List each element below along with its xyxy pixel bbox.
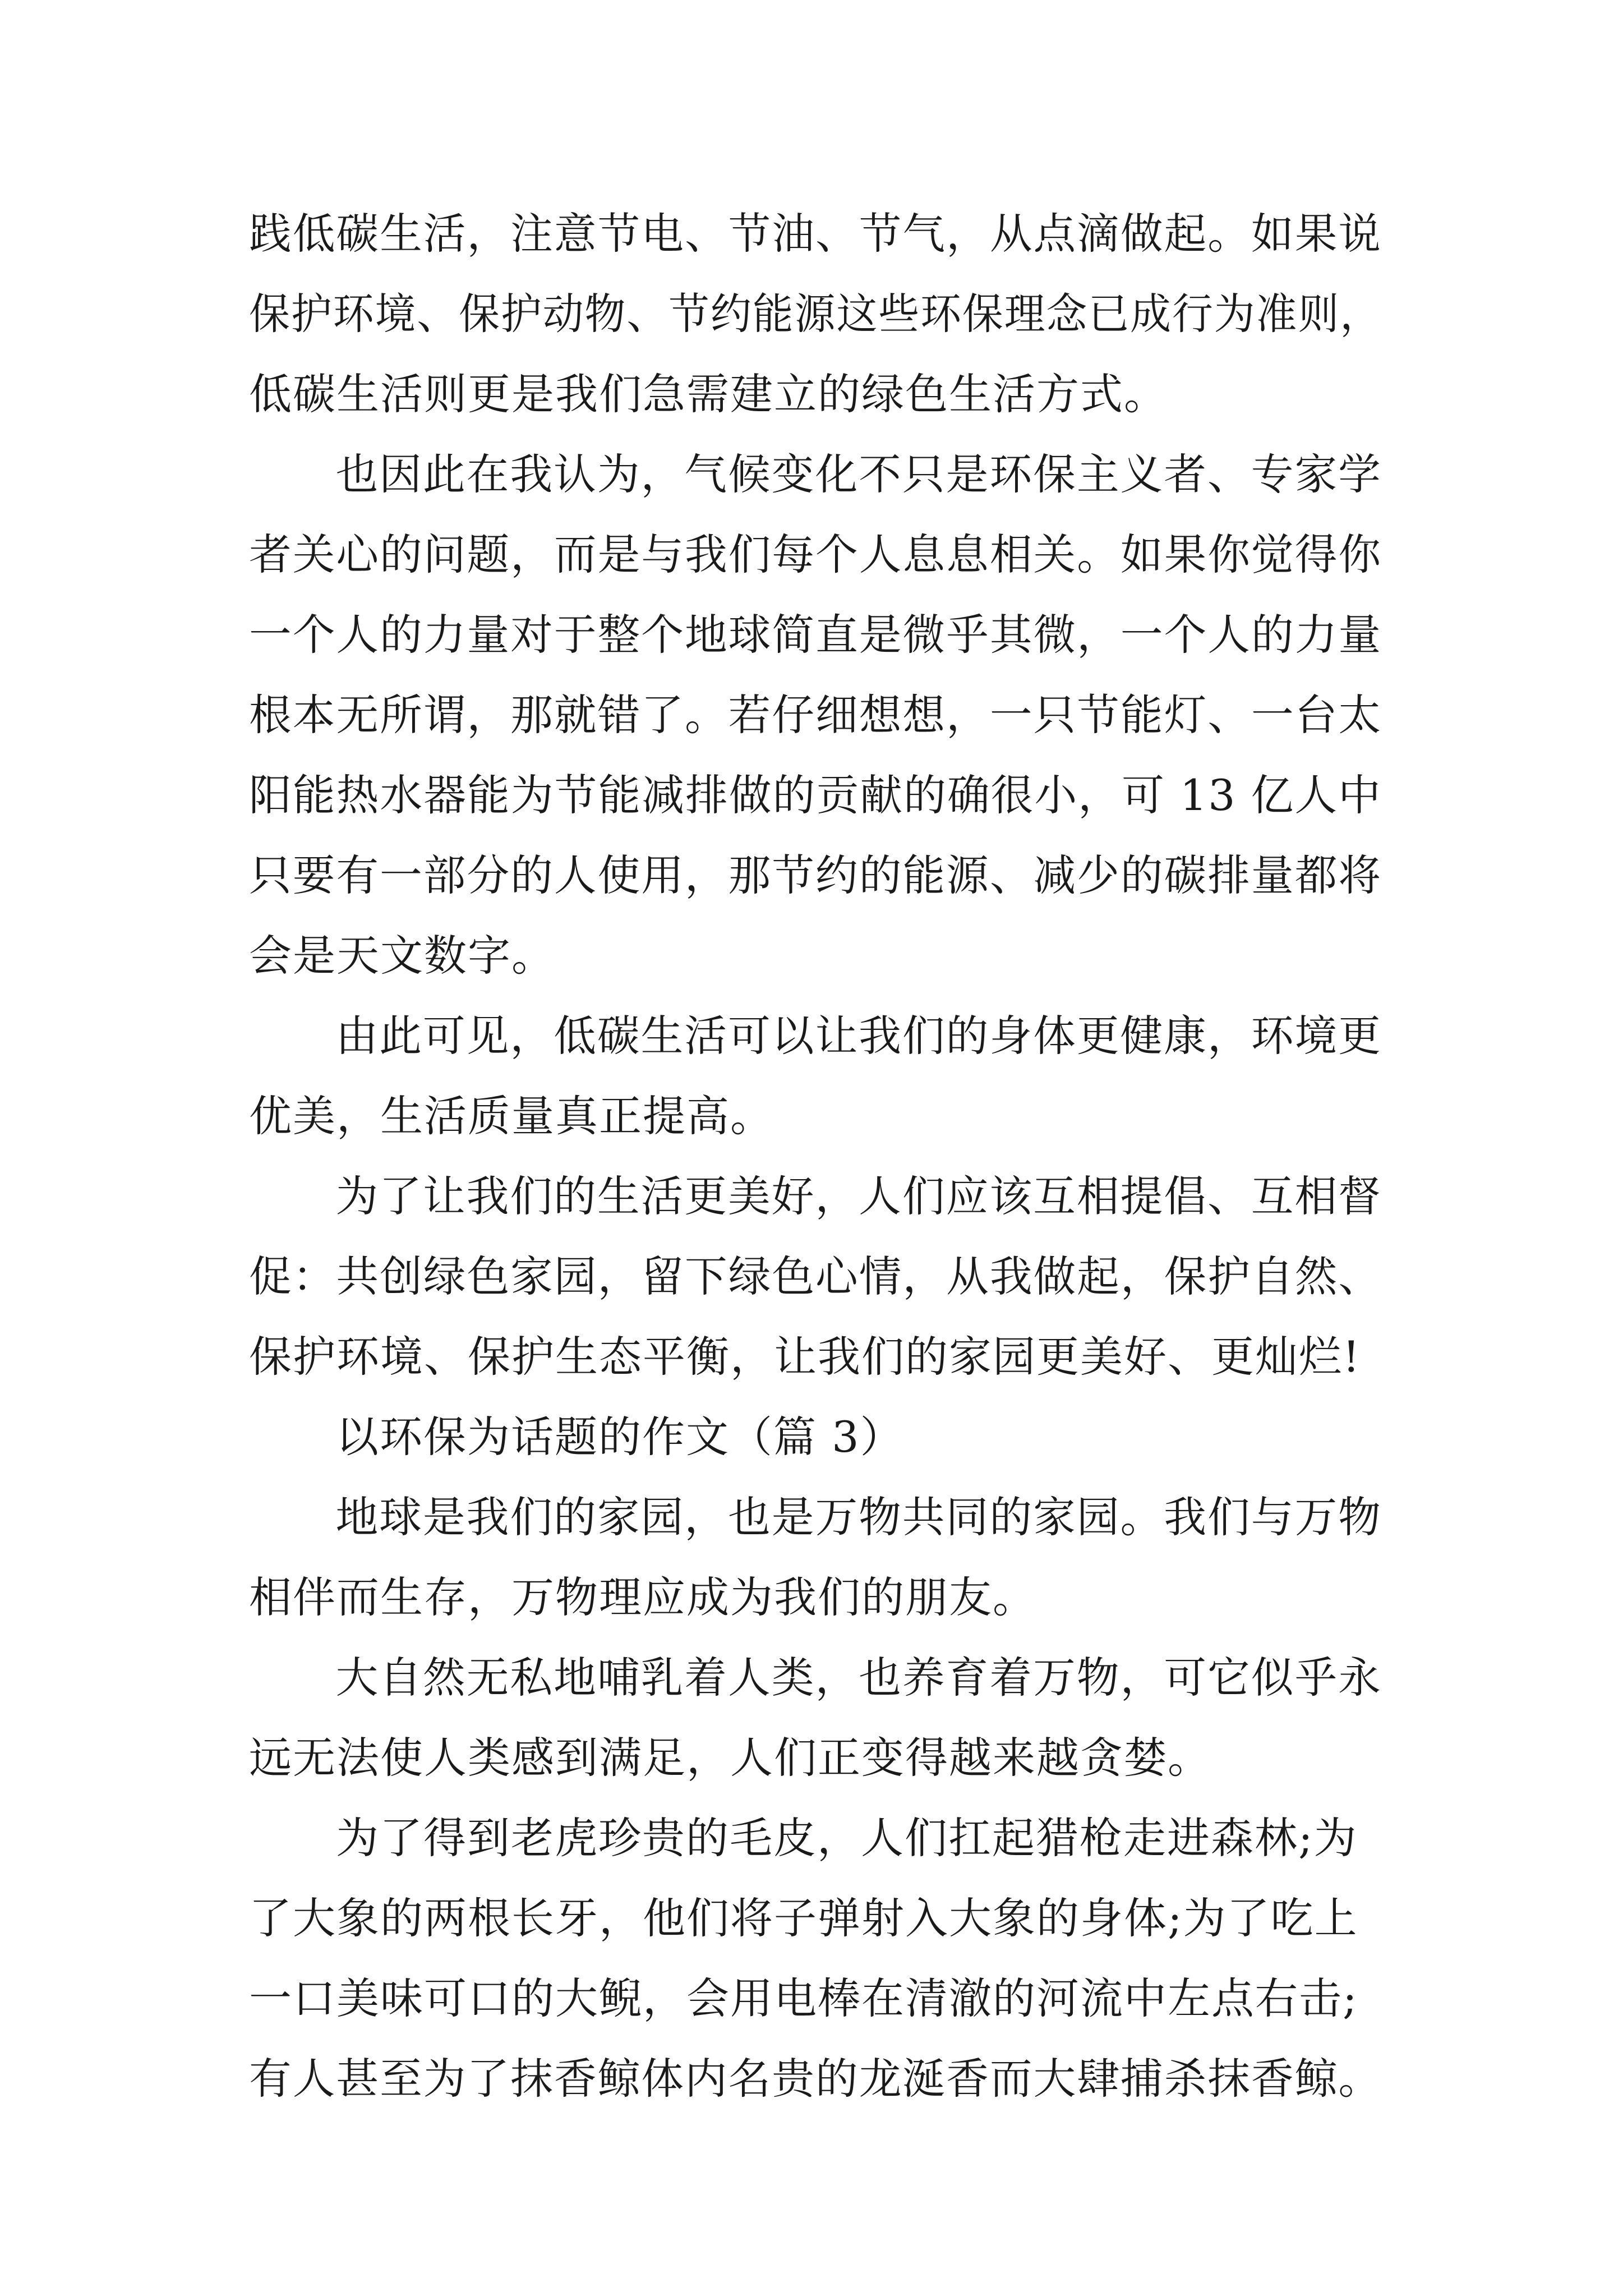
text-line: 大自然无私地哺乳着人类，也养育着万物，可它似乎永 [335, 1653, 1382, 1703]
text-line: 促：共创绿色家园，留下绿色心情，从我做起，保护自然、 [249, 1251, 1382, 1301]
section-heading [249, 1397, 1382, 1477]
text-line: 为了得到老虎珍贵的毛皮，人们扛起猎枪走进森林;为 [336, 1813, 1358, 1863]
section-title: 以环保为话题的作文（篇 3） [336, 1412, 904, 1462]
text-line: 远无法使人类感到满足，人们正变得越来越贪婪。 [249, 1733, 1211, 1783]
text-line: 相伴而生存，万物理应成为我们的朋友。 [249, 1572, 1036, 1622]
paragraph [249, 1156, 1382, 1397]
text-line: 阳能热水器能为节能减排做的贡献的确很小，可 13 亿人中 [249, 770, 1382, 820]
document-body [249, 194, 1382, 2119]
text-line: 为了让我们的生活更美好，人们应该互相提倡、互相督 [335, 1171, 1382, 1221]
text-line: 根本无所谓，那就错了。若仔细想想，一只节能灯、一台太 [249, 690, 1382, 740]
paragraph [249, 194, 1382, 434]
text-line: 一口美味可口的大鲵，会用电棒在清澈的河流中左点右击; [249, 1973, 1358, 2023]
text-line: 低碳生活则更是我们急需建立的绿色生活方式。 [249, 369, 1168, 419]
text-line: 也因此在我认为，气候变化不只是环保主义者、专家学 [335, 449, 1382, 499]
text-line: 者关心的问题，而是与我们每个人息息相关。如果你觉得你 [249, 530, 1382, 579]
text-line: 由此可见，低碳生活可以让我们的身体更健康，环境更 [335, 1011, 1382, 1061]
text-line: 会是天文数字。 [249, 931, 555, 981]
paragraph [249, 996, 1382, 1156]
text-line: 地球是我们的家园，也是万物共同的家园。我们与万物 [335, 1492, 1382, 1542]
paragraph [249, 434, 1382, 996]
text-line: 保护环境、保护动物、节约能源这些环保理念已成行为准则， [249, 289, 1382, 339]
text-line: 践低碳生活，注意节电、节油、节气，从点滴做起。如果说 [249, 209, 1382, 259]
paragraph [249, 1798, 1382, 2119]
text-line: 优美，生活质量真正提高。 [249, 1091, 774, 1141]
text-line: 一个人的力量对于整个地球简直是微乎其微，一个人的力量 [249, 610, 1382, 660]
text-line: 只要有一部分的人使用，那节约的能源、减少的碳排量都将 [249, 850, 1382, 900]
text-line: 了大象的两根长牙，他们将子弹射入大象的身体;为了吃上 [249, 1893, 1358, 1943]
text-line: 有人甚至为了抹香鲸体内名贵的龙涎香而大肆捕杀抹香鲸。 [249, 2054, 1382, 2104]
text-line: 保护环境、保护生态平衡，让我们的家园更美好、更灿烂! [249, 1332, 1361, 1382]
paragraph [249, 1637, 1382, 1798]
paragraph [249, 1477, 1382, 1637]
